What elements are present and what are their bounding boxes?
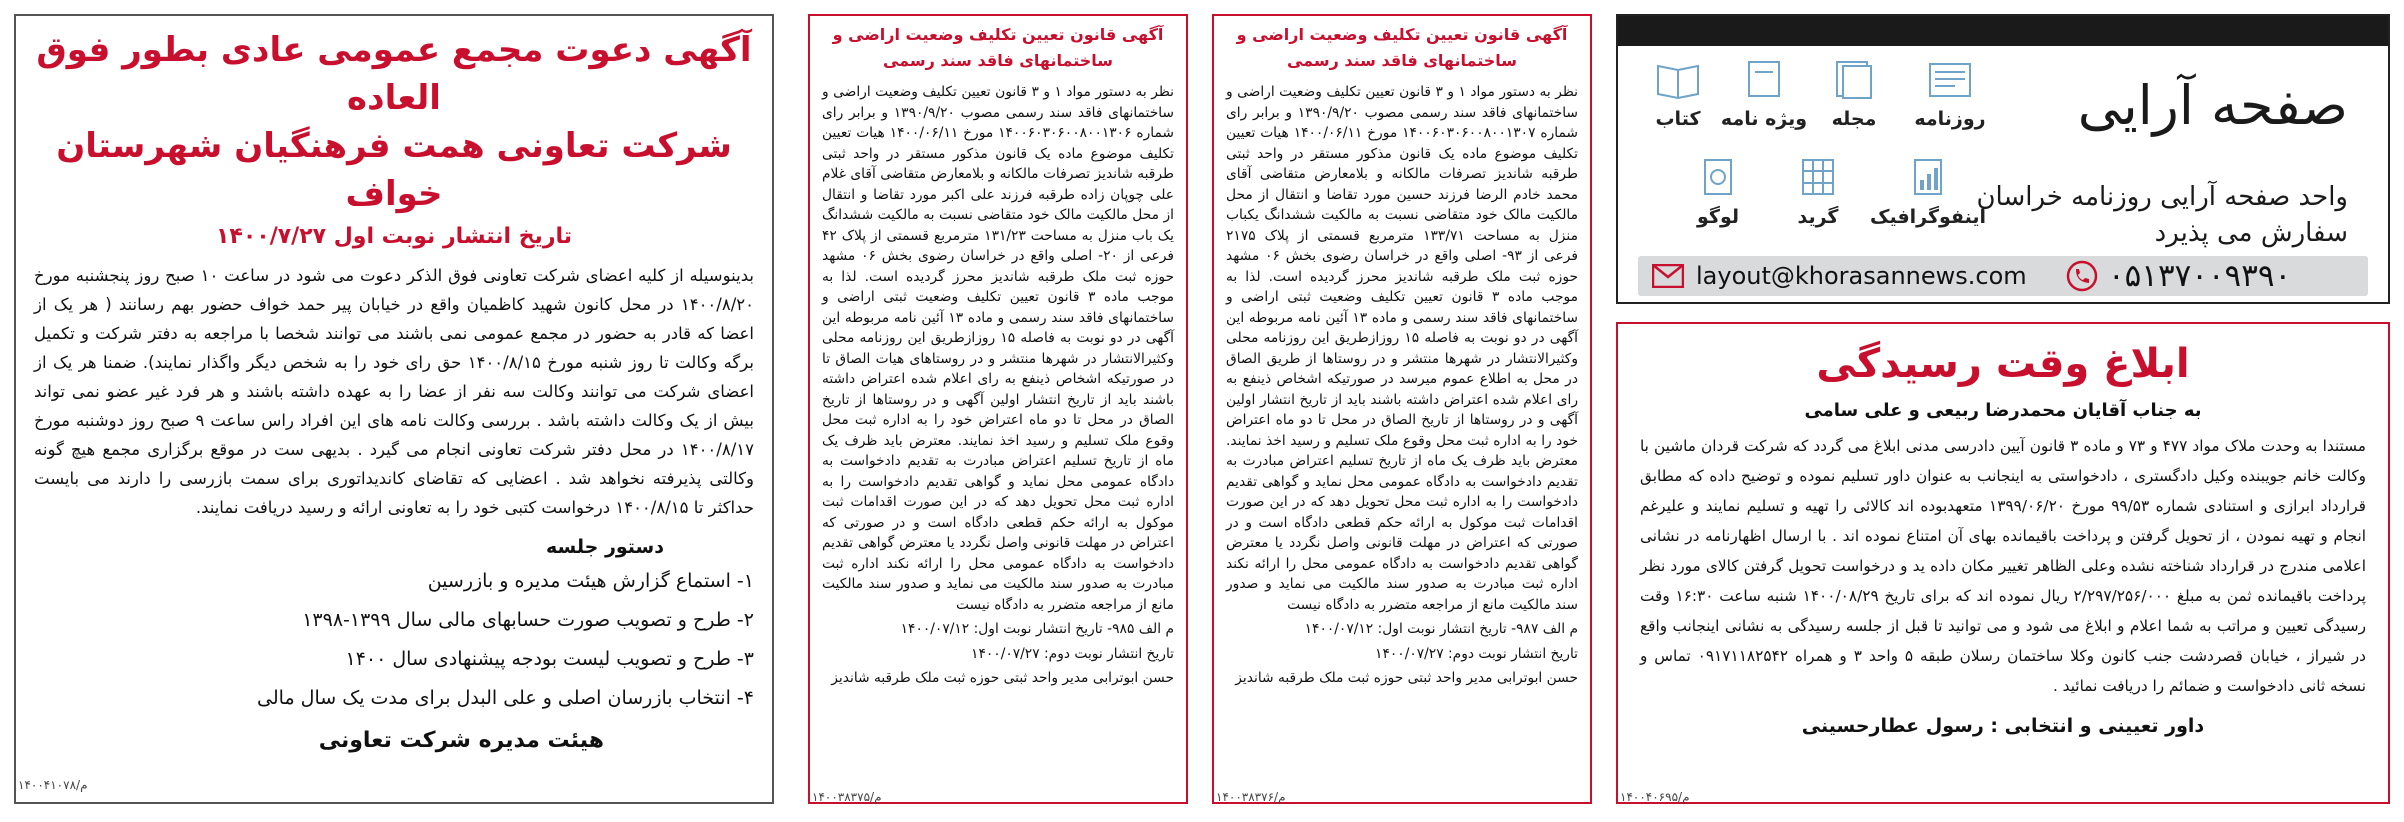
deadline-notice-signature: داور تعیینی و انتخابی : رسول عطارحسینی	[1801, 715, 2205, 737]
ad-item-newspaper-label: روزنامه	[1914, 108, 1986, 130]
contact-phone[interactable]: ۰۵۱۳۷۰۰۹۳۹۰	[2108, 258, 2292, 294]
agenda-item-3: ۳- طرح و تصویب لیست بودجه پیشنهادی سال ۱۴۰۰	[345, 648, 754, 670]
law-notice-1-title-line2: ساختمانهای فاقد سند رسمی	[882, 51, 1114, 70]
grid-icon	[1793, 156, 1843, 198]
book-icon	[1653, 58, 1703, 100]
deadline-notice-addressee: به جناب آقایان محمدرضا ربیعی و علی سامی	[1804, 400, 2202, 421]
deadline-notice-code: ۱۴۰۰۴۰۶۹۵/م	[1620, 790, 1690, 804]
ad-item-infographic	[1868, 156, 1988, 228]
law-notice-2-title	[1226, 22, 1578, 74]
agenda-item-2: ۲- طرح و تصویب صورت حسابهای مالی سال ۱۳۹۹-۱۳۹۸	[302, 609, 754, 631]
layout-ad	[1616, 14, 2390, 304]
contact-email[interactable]: layout@khorasannews.com	[1696, 262, 2027, 290]
special-issue-icon	[1739, 58, 1789, 100]
ad-item-logo	[1658, 156, 1778, 228]
law-notice-1	[808, 14, 1188, 804]
law-notice-1-title	[822, 22, 1174, 74]
meeting-notice-title-line1: آگهی دعوت مجمع عمومی عادی بطور فوق العاده	[36, 30, 752, 118]
law-notice-1-footer-3: حسن ابوترابی مدیر واحد ثبتی حوزه ثبت ملک طرقبه شاندیز	[831, 670, 1174, 686]
law-notice-1-footer-2: تاریخ انتشار نوبت دوم: ۱۴۰۰/۰۷/۲۷	[971, 645, 1174, 662]
law-notice-2-code: ۱۴۰۰۳۸۳۷۶/م	[1216, 790, 1286, 804]
ad-heading: صفحه آرایی	[2077, 74, 2348, 137]
newspaper-icon	[1925, 58, 1975, 100]
deadline-notice-title: ابلاغ وقت رسیدگی	[1816, 341, 2190, 387]
law-notice-1-body: نظر به دستور مواد ۱ و ۳ قانون تعیین تکلیف وضعیت اراضی و ساختمانهای فاقد سند رسمی مصوب ۱۳۹۰/۹/۲۰ و برابر رای شماره ۱۴۰۰۶۰۳۰۶۰۰۸۰۰۱۳۰۶ مورخ ۱۴۰۰/۰۶/۱۱ هیات تعیین تکلیف موضوع ماده یک قانون مذکور مستقر در واحد ثبتی طرقبه شاندیز تصرفات مالکانه و بلامعارض متقاضی آقای غلام علی چوپان زاده طرقبه فرزند علی اکبر مورد تقاضا و انتقال از محل مالکیت مالک خود متقاضی نسبت به مالکیت ششدانگ یک باب منزل به مساحت ۱۳۱/۲۳ مترمربع قسمتی از پلاک ۴۲ فرعی از ۲۰- اصلی واقع در خراسان رضوی بخش ۰۶ مشهد حوزه ثبت ملک طرقبه شاندیز محرز گردیده است. لذا به موجب ماده ۳ قانون تعیین تکلیف وضعیت ثبتی اراضی و ساختمانهای فاقد سند رسمی و ماده ۱۳ آئین نامه مربوطه این آگهی در دو نوبت به فاصله ۱۵ روزازطریق این روزنامه محلی وکثیرالانتشار در شهرها منتشر و در روستاهای هیات الصاق تا در صورتیکه اشخاص ذینفع به رای اعلام شده اعتراض داشته باشند باید از تاریخ انتشار اولین آگهی و در روستاها از تاریخ الصاق در محل تا دو ماه اعتراض خود را به اداره ثبت محل وقوع ملک تسلیم و رسید اخذ نمایند. معترض باید ظرف یک ماه از تاریخ تسلیم اعتراض مبادرت به تقدیم دادخواست به دادگاه عمومی محل نماید و گواهی تقدیم دادخواست را به اداره ثبت محل تحویل دهد که در این صورت اقدامات ثبت موکول به ارائه حکم قطعی دادگاه است و در صورتی که اعتراض در مهلت قانونی واصل نگردد یا معترض گواهی تقدیم دادخواست به دادگاه عمومی محل را ارائه نکند اداره ثبت مبادرت به صدور سند مالکیت می نماید و صدور سند مالکیت مانع از مراجعه متضرر به دادگاه نیست	[822, 84, 1174, 613]
ad-item-book-label: کتاب	[1655, 108, 1701, 130]
meeting-notice-publish-date: تاریخ انتشار نوبت اول ۱۴۰۰/۷/۲۷	[215, 224, 573, 249]
magazine-icon	[1829, 58, 1879, 100]
ad-subline-2: سفارش می پذیرد	[2154, 218, 2348, 248]
law-notice-1-title-line1: آگهی قانون تعیین تکلیف وضعیت اراضی و	[832, 25, 1164, 44]
agenda-item-1: ۱- استماع گزارش هیئت مدیره و بازرسین	[427, 570, 754, 592]
meeting-notice-signature: هیئت مدیره شرکت تعاونی	[318, 728, 604, 753]
infographic-icon	[1903, 156, 1953, 198]
law-notice-2-footer-1: م الف ۹۸۷- تاریخ انتشار نوبت اول: ۱۴۰۰/۰۷/۱۲	[1304, 621, 1578, 637]
logo-icon	[1693, 156, 1743, 198]
deadline-notice	[1616, 322, 2390, 804]
phone-icon	[2066, 260, 2098, 292]
ad-top-bar	[1618, 16, 2388, 46]
law-notice-2	[1212, 14, 1592, 804]
agenda-item-4: ۴- انتخاب بازرسان اصلی و علی البدل برای مدت یک سال مالی	[257, 687, 754, 709]
agenda-title: دستور جلسه	[546, 536, 664, 558]
ad-item-book	[1618, 58, 1738, 130]
ad-item-special-issue-label: ویژه نامه	[1720, 108, 1808, 130]
meeting-notice-code: ۱۴۰۰۴۱۰۷۸/م	[18, 778, 88, 792]
law-notice-2-body: نظر به دستور مواد ۱ و ۳ قانون تعیین تکلیف وضعیت اراضی و ساختمانهای فاقد سند رسمی مصوب ۱۳۹۰/۹/۲۰ و برابر رای شماره ۱۴۰۰۶۰۳۰۶۰۰۸۰۰۱۳۰۷ مورخ ۱۴۰۰/۰۶/۱۱ هیات تعیین تکلیف موضوع ماده یک قانون مذکور مستقر در واحد ثبتی طرقبه شاندیز تصرفات مالکانه و بلامعارض متقاضی آقای محمد خادم الرضا فرزند حسین مورد تقاضا و انتقال از محل مالکیت مالک خود متقاضی نسبت به مالکیت ششدانگ یکباب منزل به مساحت ۱۳۳/۷۱ مترمربع قسمتی از پلاک ۲۱۷۵ فرعی از ۹۳- اصلی واقع در خراسان رضوی بخش ۰۶ مشهد حوزه ثبت ملک طرقبه شاندیز محرز گردیده است. لذا به موجب ماده ۳ قانون تعیین تکلیف وضعیت ثبتی اراضی و ساختمانهای فاقد سند رسمی و ماده ۱۳ آئین نامه مربوطه این آگهی در دو نوبت به فاصله ۱۵ روزازطریق این روزنامه محلی وکثیرالانتشار در شهرها منتشر و در روستاها از طریق الصاق در محل به اطلاع عموم میرسد در صورتیکه اشخاص ذینفع به رای اعلام شده اعتراض داشته باشند باید از تاریخ انتشار اولین آگهی و در روستاها از تاریخ الصاق در محل تا دو ماه اعتراض خود را به اداره ثبت محل وقوع ملک تسلیم و رسید اخذ نمایند. معترض باید ظرف یک ماه از تاریخ تسلیم اعتراض مبادرت به تقدیم دادخواست به دادگاه عمومی محل نماید و گواهی تقدیم دادخواست را به اداره ثبت محل تحویل دهد که در این صورت اقدامات ثبت موکول به ارائه حکم قطعی دادگاه است و در صورتی که اعتراض در مهلت قانونی واصل نگردد یا معترض گواهی تقدیم دادخواست به دادگاه عمومی محل را ارائه نکند اداره ثبت مبادرت به صدور سند مالکیت می نماید و صدور سند مالکیت مانع از مراجعه متضرر به دادگاه نیست	[1226, 84, 1578, 613]
law-notice-1-footer-1: م الف ۹۸۵- تاریخ انتشار نوبت اول: ۱۴۰۰/۰۷/۱۲	[900, 621, 1174, 637]
ad-item-grid-label: گرید	[1797, 206, 1839, 228]
ad-item-magazine-label: مجله	[1831, 108, 1877, 130]
contact-bar	[1638, 256, 2368, 296]
ad-subline-1: واحد صفحه آرایی روزنامه خراسان	[1976, 182, 2348, 212]
meeting-notice-body: بدینوسیله از کلیه اعضای شرکت تعاونی فوق الذکر دعوت می شود در ساعت ۱۰ صبح روز پنجشنبه مورخ ۱۴۰۰/۸/۲۰ در محل کانون شهید کاظمیان واقع در خیابان پیر حمد خواف حضور بهم رسانند ( هر یک از اعضا که قادر به حضور در مجمع عمومی نمی باشند می توانند شخصا با مراجعه به دفتر شرکت و تکمیل برگه وکالت تا روز شنبه مورخ ۱۴۰۰/۸/۱۵ حق رای خود را به شخص دیگر واگذار نمایند). ضمنا هر یک از اعضای شرکت می توانند وکالت سه نفر از عضا را به عهده داشته باشند و هر فرد غیر عضو نمی تواند بیش از یک وکالت داشته باشد . بررسی وکالت نامه های این افراد راس ساعت ۹ صبح روز دوشنبه مورخ ۱۴۰۰/۸/۱۷ در محل دفتر شرکت تعاونی انجام می گیرد . بدیهی ست در موقع برگزاری مجمع هیچ گونه وکالتی پذیرفته نخواهد شد . اعضایی که تقاضای کاندیداتوری برای سمت بازرسی را دارند می بایست حداکثر تا ۱۴۰۰/۸/۱۵ درخواست کتبی خود را به تعاونی ارائه و رسید دریافت نمایند.	[34, 266, 755, 517]
ad-item-infographic-label: اینفوگرافیک	[1869, 206, 1987, 228]
law-notice-2-footer-2: تاریخ انتشار نوبت دوم: ۱۴۰۰/۰۷/۲۷	[1375, 645, 1578, 662]
law-notice-2-title-line1: آگهی قانون تعیین تکلیف وضعیت اراضی و	[1236, 25, 1568, 44]
deadline-notice-body: مستندا به وحدت ملاک مواد ۴۷۷ و ۷۳ و ماده ۳ قانون آیین دادرسی مدنی ابلاغ می گردد که شرکت قردان ماشین با وکالت خانم جویبنده وکیل دادگستری ، دادخواستی به اینجانب به عنوان داور تسلیم نموده و توضیح داده که مطابق قرارداد ابرازی و استنادی شماره ۹۹/۵۳ مورخ ۱۳۹۹/۰۶/۲۰ متعهدبوده اند کالائی را تهیه و تسلیم نمایند و علیرغم انجام و تهیه نمودن ، از تحویل گرفتن و پرداخت باقیمانده بهای آن امتناع نموده اند . با ارسال اظهارنامه در نشانی اعلامی مندرج در قرارداد شناخته نشده وعلی الظاهر تغییر مکان داده ید و درخواست تحویل گرفتن کالای مورد نظر پرداخت باقیمانده ثمن به مبلغ ۲/۲۹۷/۲۵۶/۰۰۰ ریال نموده اند که برای تاریخ ۱۴۰۰/۰۸/۲۹ شنبه ساعت ۱۶:۳۰ وقت رسیدگی تعیین و مراتب به شما اعلام و ابلاغ می شود و می توانید تا قبل از جلسه رسیدگی به نشانی اینجانب واقع در شیراز ، خیابان قصردشت جنب کانون وکلا ساختمان رسلان طبقه ۵ واحد ۳ و همراه ۰۹۱۷۱۱۸۲۵۴۲ تماس و نسخه ثانی دادخواست و ضمائم را دریافت نمائید .	[1640, 437, 2366, 695]
meeting-notice	[14, 14, 774, 804]
law-notice-2-title-line2: ساختمانهای فاقد سند رسمی	[1286, 51, 1518, 70]
email-icon	[1652, 264, 1684, 288]
ad-item-logo-label: لوگو	[1696, 206, 1739, 228]
law-notice-1-code: ۱۴۰۰۳۸۳۷۵/م	[812, 790, 882, 804]
meeting-notice-title-line2: شرکت تعاونی همت فرهنگیان شهرستان خواف	[56, 126, 732, 214]
law-notice-2-footer-3: حسن ابوترابی مدیر واحد ثبتی حوزه ثبت ملک طرقبه شاندیز	[1235, 670, 1578, 686]
